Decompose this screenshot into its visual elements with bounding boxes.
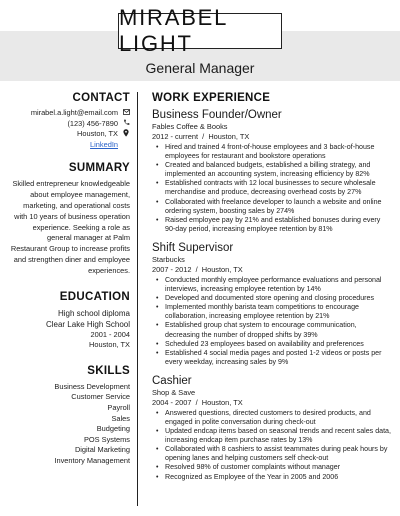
- company-name: Shop & Save: [152, 387, 196, 397]
- bullet-item: • Resolved 98% of customer complaints without manager: [152, 463, 392, 472]
- contact-location-row: [10, 129, 130, 140]
- skill-item: Inventory Management: [54, 455, 130, 465]
- skill-item: Digital Marketing: [74, 445, 130, 455]
- bullet-item: • Hired and trained 4 front-of-house employees and 3 back-of-house employees for restaurant and bookstore operations: [152, 143, 392, 161]
- job-title: Shift Supervisor: [152, 241, 234, 254]
- bullet-item: • Raised employee pay by 21% and established bonuses during every 90-day period, increasing employee retention by 81%: [152, 216, 392, 234]
- job-title: General Manager: [145, 60, 255, 76]
- job-entry: [152, 241, 392, 367]
- company-name: Starbucks: [152, 254, 185, 264]
- envelope-icon: [122, 109, 130, 117]
- bullet-item: • Conducted monthly employee performance evaluations and personal interviews, increasing employee retention by 14%: [152, 276, 392, 294]
- left-column: [10, 92, 130, 466]
- education-section: [10, 291, 130, 351]
- bullet-item: • Collaborated with freelance developer to launch a website and online ordering system, boosting sales by 274%: [152, 198, 392, 216]
- meta-separator: /: [193, 264, 200, 274]
- bullet-item: • Updated endcap items based on seasonal trends and recent sales data, increasing endcap item purchase rates by 13%: [152, 427, 392, 445]
- skill-item: Customer Service: [71, 392, 130, 402]
- bullet-item: • Established group chat system to encourage communication, decreasing the number of dropped shifts by 39%: [152, 321, 392, 339]
- phone-icon: [122, 119, 130, 128]
- column-divider: [137, 92, 138, 506]
- job-location: Houston, TX: [201, 397, 243, 407]
- phone-text[interactable]: (123) 456-7890: [67, 118, 118, 128]
- skills-heading: SKILLS: [87, 364, 130, 377]
- experience-heading: WORK EXPERIENCE: [152, 92, 271, 104]
- contact-section: [10, 92, 130, 150]
- skills-section: [10, 365, 130, 467]
- job-entry: [152, 108, 392, 234]
- job-meta: [152, 132, 392, 142]
- job-bullets: [152, 409, 392, 482]
- job-dates: 2012 - current: [152, 132, 199, 141]
- skill-item: POS Systems: [84, 434, 130, 444]
- summary-heading: SUMMARY: [68, 162, 130, 175]
- map-pin-icon: [122, 129, 130, 139]
- bullet-item: • Collaborated with 8 cashiers to assist teammates during peak hours by opening lanes and helping customers self check-out: [152, 445, 392, 463]
- meta-separator: /: [193, 397, 200, 407]
- location-text: Houston, TX: [77, 129, 118, 139]
- bullet-item: • Answered questions, directed customers to desired products, and engaged in polite conversation during check-out: [152, 409, 392, 427]
- contact-phone-row: [10, 119, 130, 130]
- bullet-item: • Established contracts with 12 local businesses to secure wholesale merchandise and produce, decreasing overhead costs by 27%: [152, 179, 392, 197]
- job-location: Houston, TX: [208, 132, 250, 141]
- education-degree: High school diploma: [57, 308, 130, 318]
- job-title: Business Founder/Owner: [152, 109, 282, 121]
- education-heading: EDUCATION: [59, 290, 130, 303]
- candidate-name: MIRABEL LIGHT: [118, 13, 282, 49]
- contact-heading: CONTACT: [72, 92, 130, 104]
- right-column: [152, 92, 392, 482]
- summary-section: [10, 162, 130, 276]
- bullet-item: • Established 4 social media pages and posted 1-2 videos or posts per every weekday, increasing sales by 9%: [152, 349, 392, 367]
- skill-item: Payroll: [107, 402, 130, 412]
- skill-item: Sales: [111, 413, 130, 423]
- job-bullets: [152, 143, 392, 234]
- job-meta: [152, 265, 392, 275]
- job-title: Cashier: [152, 374, 192, 387]
- job-dates: 2007 - 2012: [152, 264, 192, 274]
- job-location: Houston, TX: [201, 264, 243, 274]
- contact-email-row: [10, 108, 130, 119]
- company-name: Fables Coffee & Books: [152, 122, 228, 131]
- bullet-item: • Created and balanced budgets, established a billing strategy, and implemented an accounting system, increasing efficiency by 82%: [152, 161, 392, 179]
- bullet-item: • Recognized as Employee of the Year in 2005 and 2006: [152, 473, 392, 482]
- bullet-item: • Developed and documented store opening and closing procedures: [152, 294, 392, 303]
- contact-linkedin-row: [10, 140, 130, 151]
- meta-separator: /: [200, 132, 207, 141]
- job-bullets: [152, 276, 392, 367]
- email-text[interactable]: mirabel.a.light@email.com: [30, 108, 118, 117]
- job-dates: 2004 - 2007: [152, 397, 192, 407]
- summary-text: Skilled entrepreneur knowledgeable about employee management, marketing, and operational costs with 10 years of business operation experience. Seeking a role as general manager at Palm Restaurant Group to increase profits and strengthen diner and employee experiences.: [10, 179, 130, 275]
- bullet-item: • Scheduled 23 employees based on availability and preferences: [152, 340, 392, 349]
- education-school: Clear Lake High School: [45, 319, 130, 329]
- education-location: Houston, TX: [89, 340, 130, 350]
- job-entry: [152, 374, 392, 482]
- skill-item: Budgeting: [96, 424, 130, 434]
- skill-item: Business Development: [54, 381, 130, 391]
- education-years: 2001 - 2004: [90, 329, 130, 339]
- job-meta: [152, 398, 392, 408]
- bullet-item: • Implemented monthly barista team competitions to encourage collaboration, increasing employee retention by 21%: [152, 303, 392, 321]
- linkedin-link[interactable]: LinkedIn: [90, 139, 118, 149]
